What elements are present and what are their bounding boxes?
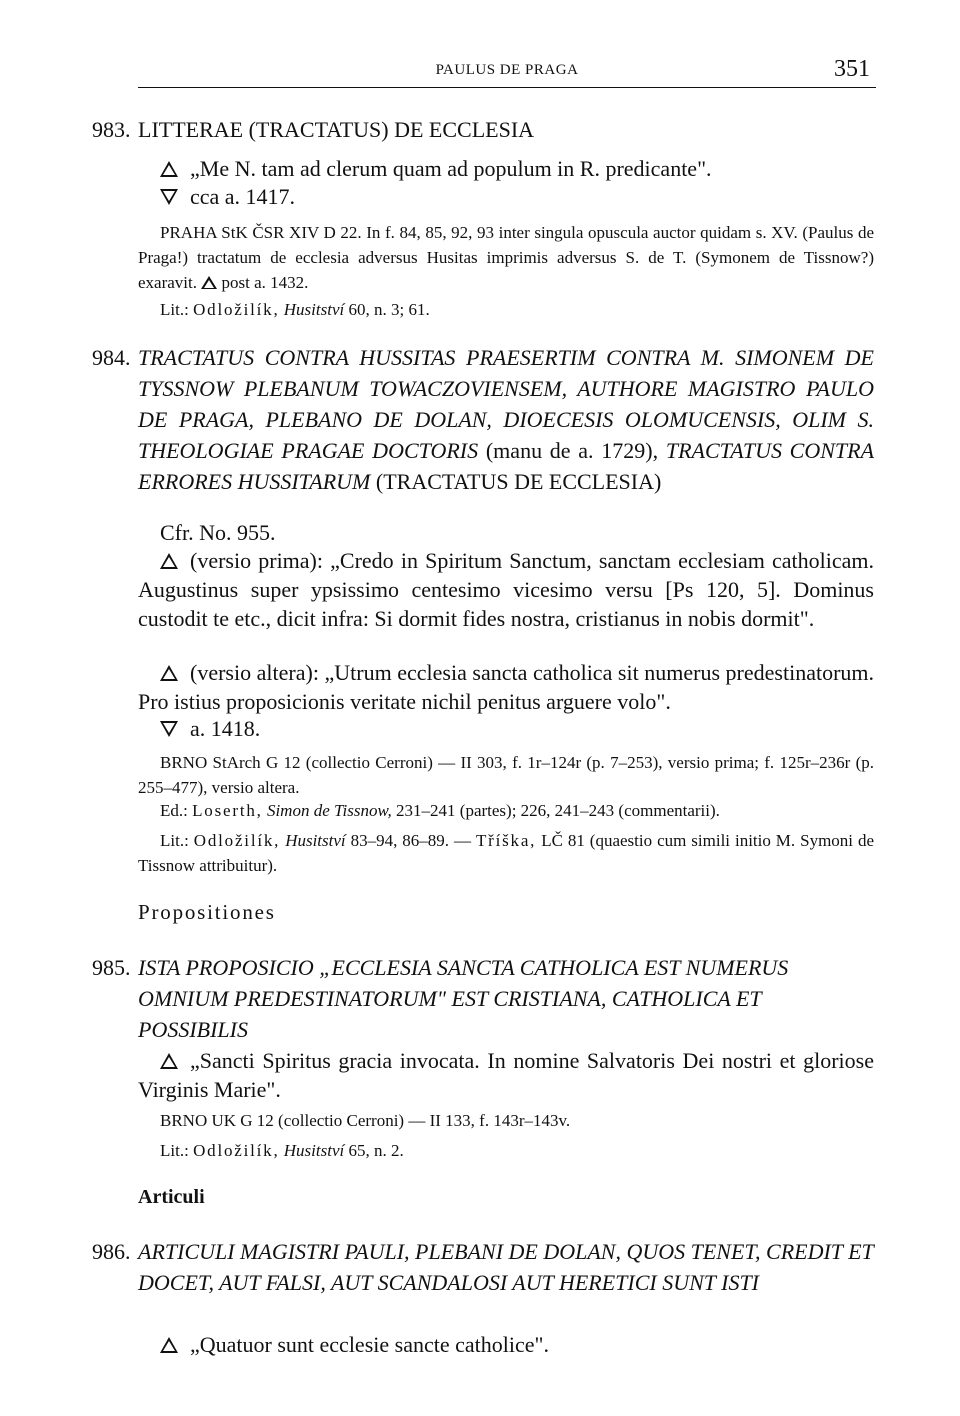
running-title: PAULUS DE PRAGA — [435, 62, 579, 78]
title-alt: (TRACTATUS DE ECCLESIA) — [375, 469, 662, 494]
entry-number: 985. — [92, 955, 131, 980]
manuscript-text: PRAHA StK ČSR XIV D 22. In f. 84, 85, 92, 93 inter singula opuscula auctor quidam s. XV. (Paulus de Praga!) tractatum de ecclesia adversus Husitas imprimis adversus S. de T. (Symonem de Tissnow?) exaravit. — [138, 223, 874, 292]
entry-title — [138, 342, 874, 497]
version-label: (versio altera): — [190, 660, 319, 685]
title-note: (manu de a. 1729), — [485, 438, 659, 463]
lit-reference: LČ 81 (quaestio cum simili initio M. Symoni de Tissnow attribuitur). — [138, 831, 875, 875]
version-label: (versio prima): — [190, 548, 323, 573]
manuscript-text: BRNO StArch G 12 (collectio Cerroni) — II 303, f. 1r–124r (p. 7–253), versio prima; f. 125r–236r (p. 255–477), versio altera. — [138, 753, 874, 797]
date-triangle-icon — [160, 189, 178, 205]
section-heading-propositiones: Propositiones — [138, 900, 276, 924]
lit-author: Odložilík, — [193, 1141, 280, 1160]
lit-label: Lit.: — [160, 831, 189, 850]
manuscript-date: post a. 1432. — [221, 273, 309, 292]
incipit-985 — [138, 1046, 874, 1104]
title-italic-2: TRACTATUS CONTRA ERRORES HUSSITARUM — [138, 438, 875, 494]
lit-author: Odložilík, — [193, 300, 280, 319]
ed-work: Simon de Tissnow, — [266, 801, 392, 820]
lit-work: Husitství — [285, 831, 346, 850]
lit-reference: 83–94, 86–89. — — [350, 831, 471, 850]
incipit-triangle-icon — [160, 553, 178, 569]
date-983 — [160, 182, 874, 211]
section-heading-articuli: Articuli — [138, 1186, 205, 1208]
entry-number: 986. — [92, 1239, 131, 1264]
lit-work: Husitství — [283, 1141, 345, 1160]
entry-title: ISTA PROPOSICIO „ECCLESIA SANCTA CATHOLICA EST NUMERUS OMNIUM PREDESTINATORUM" EST CRISTIANA, CATHOLICA ET POSSIBILIS — [138, 955, 789, 1042]
date-text: cca a. 1417. — [190, 184, 296, 209]
date-triangle-icon — [160, 721, 178, 737]
date-text: a. 1418. — [190, 716, 261, 741]
incipit-984-altera — [138, 658, 874, 716]
header-rule — [138, 87, 876, 88]
incipit-text: „Utrum ecclesia sancta catholica sit numerus predestinatorum. Pro istius proposicionis veritate nichil penitus arguere volo". — [138, 660, 875, 714]
literature-983 — [138, 297, 874, 322]
incipit-triangle-icon — [201, 276, 217, 289]
incipit-983 — [160, 154, 874, 183]
lit-reference: 60, n. 3; 61. — [348, 300, 430, 319]
entry-title: ARTICULI MAGISTRI PAULI, PLEBANI DE DOLAN, QUOS TENET, CREDIT ET DOCET, AUT FALSI, AUT SCANDALOSI AUT HERETICI SUNT ISTI — [138, 1239, 874, 1295]
entry-983 — [92, 114, 874, 145]
ed-author: Loserth, — [192, 801, 263, 820]
incipit-986 — [160, 1330, 874, 1359]
incipit-triangle-icon — [160, 161, 178, 177]
literature-984 — [138, 828, 874, 878]
ed-label: Ed.: — [160, 801, 188, 820]
lit-author: Tříška, — [475, 831, 537, 850]
cross-reference-984 — [160, 518, 874, 547]
lit-author: Odložilík, — [193, 831, 281, 850]
literature-985 — [138, 1138, 874, 1163]
manuscript-985 — [138, 1108, 874, 1133]
edition-984 — [138, 798, 874, 823]
manuscript-984 — [138, 750, 874, 800]
incipit-triangle-icon — [160, 665, 178, 681]
cfr-text: Cfr. No. 955. — [160, 520, 276, 545]
running-header — [138, 58, 876, 88]
lit-label: Lit.: — [160, 300, 189, 319]
page-number: 351 — [834, 56, 870, 82]
lit-work: Husitství — [283, 300, 345, 319]
manuscript-text: BRNO UK G 12 (collectio Cerroni) — II 133, f. 143r–143v. — [160, 1111, 571, 1130]
incipit-triangle-icon — [160, 1337, 178, 1353]
manuscript-983 — [138, 220, 874, 295]
entry-985 — [92, 952, 874, 1045]
entry-986 — [92, 1236, 874, 1298]
incipit-text: „Sancti Spiritus gracia invocata. In nomine Salvatoris Dei nostri et gloriose Virginis Marie". — [138, 1048, 874, 1102]
entry-984 — [92, 342, 874, 497]
lit-label: Lit.: — [160, 1141, 189, 1160]
incipit-text: „Quatuor sunt ecclesie sancte catholice". — [190, 1332, 549, 1357]
lit-reference: 65, n. 2. — [348, 1141, 404, 1160]
entry-number: 984. — [92, 345, 131, 370]
incipit-text: „Credo in Spiritum Sanctum, sanctam ecclesiam catholicam. Augustinus super ypsissimo centesimo vicesimo versu [Ps 120, 5]. Dominus custodit te etc., dicit infra: Si dormit fides nostra, cristianus in nobis dormit". — [138, 548, 874, 631]
entry-title: LITTERAE (TRACTATUS) DE ECCLESIA — [138, 117, 535, 142]
incipit-text: „Me N. tam ad clerum quam ad populum in R. predicante". — [190, 156, 712, 181]
ed-reference: 231–241 (partes); 226, 241–243 (commentarii). — [396, 801, 720, 820]
date-984 — [160, 714, 874, 743]
incipit-triangle-icon — [160, 1053, 178, 1069]
incipit-984-prima — [138, 546, 874, 633]
entry-number: 983. — [92, 117, 131, 142]
title-italic-1: TRACTATUS CONTRA HUSSITAS PRAESERTIM CONTRA M. SIMONEM DE TYSSNOW PLEBANUM TOWACZOVIENSEM, AUTHORE MAGISTRO PAULO DE PRAGA, PLEBANO DE DOLAN, DIOECESIS OLOMUCENSIS, OLIM S. THEOLOGIAE PRAGAE DOCTORIS — [138, 345, 874, 463]
